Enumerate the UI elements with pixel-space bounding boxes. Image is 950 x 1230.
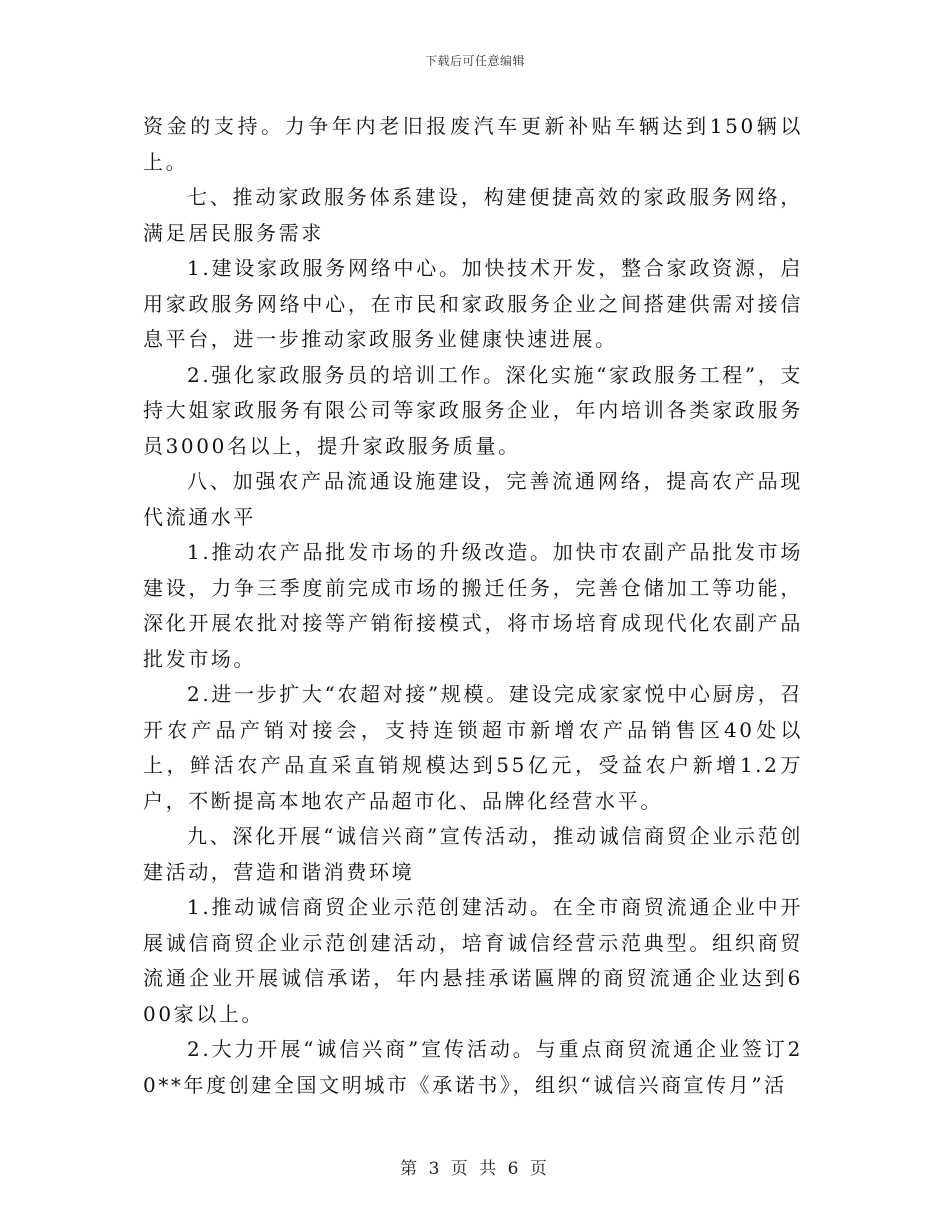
- section-heading-9: 九、深化开展“诚信兴商”宣传活动，推动诚信商贸企业示范创建活动，营造和谐消费环境: [143, 824, 803, 884]
- paragraph-8-2: 2.进一步扩大“农超对接”规模。建设完成家家悦中心厨房，召开农产品产销对接会，支持连锁超市新增农产品销售区40处以上，鲜活农产品直采直销规模达到55亿元，受益农户新增1.2万户，不断提高本地农产品超市化、品牌化经营水平。: [143, 682, 803, 813]
- paragraph-8-1: 1.推动农产品批发市场的升级改造。加快市农副产品批发市场建设，力争三季度前完成市场的搬迁任务，完善仓储加工等功能，深化开展农批对接等产销衔接模式，将市场培育成现代化农副产品批发市场。: [143, 540, 803, 671]
- paragraph-7-1: 1.建设家政服务网络中心。加快技术开发，整合家政资源，启用家政服务网络中心，在市民和家政服务企业之间搭建供需对接信息平台，进一步推动家政服务业健康快速进展。: [143, 256, 803, 351]
- paragraph-continuation: 资金的支持。力争年内老旧报废汽车更新补贴车辆达到150辆以上。: [143, 114, 803, 174]
- paragraph-9-1: 1.推动诚信商贸企业示范创建活动。在全市商贸流通企业中开展诚信商贸企业示范创建活动，培育诚信经营示范典型。组织商贸流通企业开展诚信承诺，年内悬挂承诺匾牌的商贸流通企业达到600家以上。: [143, 895, 803, 1026]
- paragraph-9-2: 2.大力开展“诚信兴商”宣传活动。与重点商贸流通企业签订20**年度创建全国文明城市《承诺书》，组织“诚信兴商宣传月”活: [143, 1037, 803, 1097]
- section-heading-8: 八、加强农产品流通设施建设，完善流通网络，提高农产品现代流通水平: [143, 469, 803, 529]
- document-body: [143, 109, 803, 1103]
- paragraph-7-2: 2.强化家政服务员的培训工作。深化实施“家政服务工程”，支持大姐家政服务有限公司等家政服务企业，年内培训各类家政服务员3000名以上，提升家政服务质量。: [143, 362, 803, 458]
- page-header: 下载后可任意编辑: [424, 54, 525, 68]
- page-footer: 第 3 页 共 6 页: [400, 1159, 550, 1179]
- section-heading-7: 七、推动家政服务体系建设，构建便捷高效的家政服务网络，满足居民服务需求: [143, 185, 803, 245]
